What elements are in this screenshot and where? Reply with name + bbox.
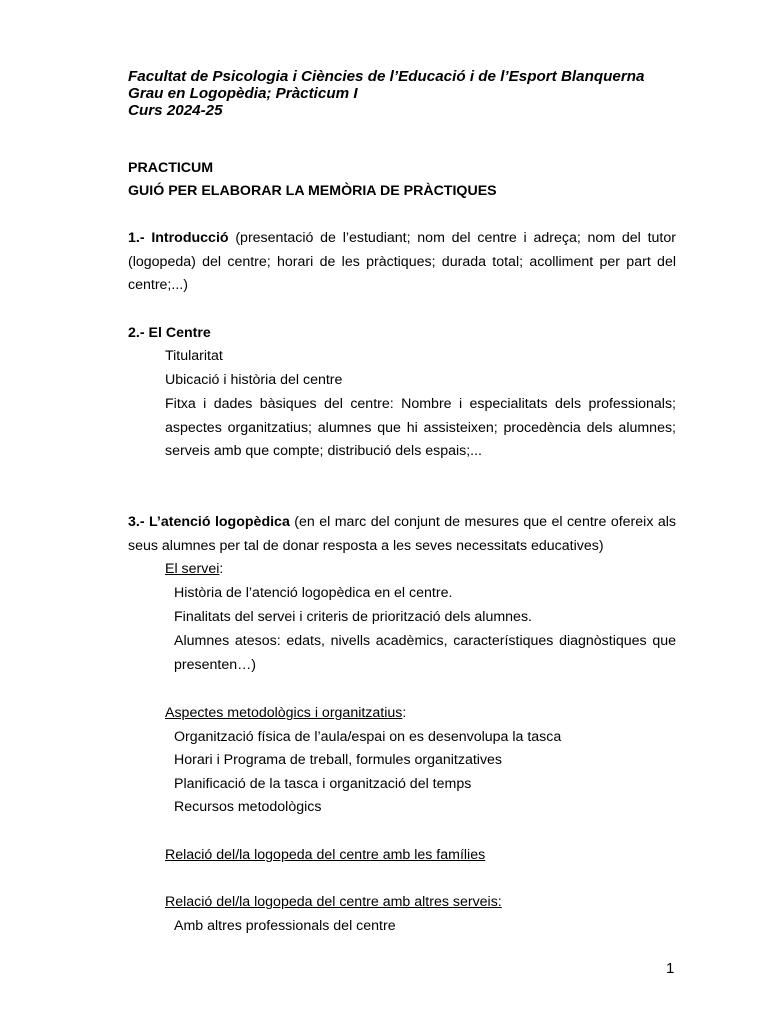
aspectes-label: Aspectes metodològics i organitzatius (165, 705, 403, 721)
section-attention (128, 511, 676, 558)
subsection-aspectes (128, 702, 676, 726)
aspectes-colon: : (402, 705, 407, 721)
subsection-families (128, 844, 676, 868)
section-1-text: (presentació de l’estudiant; nom del centre i adreça; nom del tutor (logopeda) del centre; horari de les pràctiques; durada total; acolliment per part del centre;...) (128, 230, 676, 294)
section-3-heading: 3.- L’atenció logopèdica (128, 514, 290, 530)
servei-item: Alumnes atesos: edats, nivells acadèmics, característiques diagnòstiques que presenten…) (174, 633, 676, 673)
section-2-item: Titularitat (165, 348, 223, 364)
section-2-heading: 2.- El Centre (128, 325, 211, 341)
section-2-item: Ubicació i història del centre (165, 372, 343, 388)
header-course: Curs 2024-25 (128, 102, 223, 119)
section-3-text: (en el marc del conjunt de mesures que el centre ofereix als seus alumnes per tal de donar resposta a les seves necessitats educatives) (128, 514, 677, 554)
servei-item: Finalitats del servei i criteris de priorització dels alumnes. (174, 609, 532, 625)
section-2-item: Fitxa i dades bàsiques del centre: Nombre i especialitats dels professionals; aspectes organitzatius; alumnes que hi assisteixen; procedència dels alumnes; serveis amb que compte; distribució dels espais;... (165, 396, 676, 460)
header-degree: Grau en Logopèdia; Pràcticum I (128, 85, 358, 102)
subsection-servei (128, 558, 676, 582)
page-number: 1 (666, 960, 675, 977)
section-introduction (128, 227, 676, 298)
section-1-heading: 1.- Introducció (128, 230, 229, 246)
servei-item: Història de l’atenció logopèdica en el centre. (174, 585, 453, 601)
aspectes-item: Planificació de la tasca i organització del temps (174, 776, 472, 792)
altres-label: Relació del/la logopeda del centre amb altres serveis: (165, 894, 502, 910)
aspectes-item: Horari i Programa de treball, formules organitzatives (174, 752, 503, 768)
subsection-altres (128, 891, 676, 915)
servei-colon: : (219, 561, 224, 577)
title-guide: GUIÓ PER ELABORAR LA MEMÒRIA DE PRÀCTIQUES (128, 183, 497, 199)
document-header (128, 68, 645, 119)
aspectes-item: Organització física de l’aula/espai on es desenvolupa la tasca (174, 729, 562, 745)
altres-item: Amb altres professionals del centre (174, 918, 396, 934)
title-practicum: PRACTICUM (128, 160, 214, 176)
header-faculty: Facultat de Psicologia i Ciències de l’Educació i de l’Esport Blanquerna (128, 68, 645, 85)
aspectes-item: Recursos metodològics (174, 799, 322, 815)
servei-label: El servei (165, 561, 220, 577)
families-label: Relació del/la logopeda del centre amb les famílies (165, 847, 486, 863)
